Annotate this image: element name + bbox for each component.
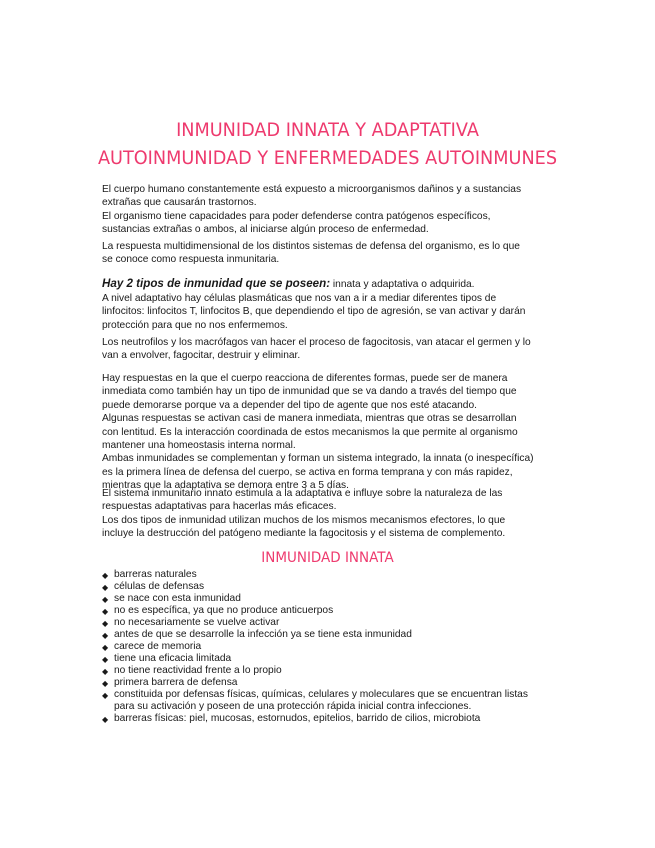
bullet-text: se nace con esta inmunidad	[114, 593, 241, 604]
diamond-bullet-icon: ◆	[102, 595, 109, 604]
system-paragraph	[102, 487, 562, 541]
list-item	[102, 665, 562, 677]
bullet-text: carece de memoria	[114, 641, 202, 652]
bullet-text: antes de que se desarrolle la infección ya se tiene esta inmunidad	[114, 629, 412, 640]
types-text: A nivel adaptativo hay células plasmáticas que nos van a ir a mediar diferentes tipos de linfocitos: linfocitos T, linfocitos B, que dependiendo el tipo de agresión, se van activar y darán protección para que no nos enfermemos.	[102, 293, 526, 331]
diamond-bullet-icon: ◆	[102, 583, 109, 592]
section-title-innata: INMUNIDAD INNATA	[261, 550, 394, 566]
diamond-bullet-icon: ◆	[102, 715, 109, 724]
neutrophils-text: Los neutrofilos y los macrófagos van hacer el proceso de fagocitosis, van atacar el germen y lo van a envolver, fagocitar, destruir y eliminar.	[102, 337, 531, 362]
diamond-bullet-icon: ◆	[102, 691, 109, 700]
diamond-bullet-icon: ◆	[102, 607, 109, 616]
innate-bullet-list	[102, 569, 562, 725]
diamond-bullet-icon: ◆	[102, 643, 109, 652]
types-paragraph	[102, 277, 562, 332]
diamond-bullet-icon: ◆	[102, 679, 109, 688]
list-item	[102, 617, 562, 629]
bullet-text: tiene una eficacia limitada	[114, 653, 232, 664]
responses-text: Hay respuestas en la que el cuerpo reacciona de diferentes formas, puede ser de manera inmediata como también hay un tipo de inmunidad que se va dando a través del tiempo que puede demorarse porque va a depender del tipo de agente que nos esté atacando. Algunas respuestas se activan casi de manera inmediata, mientras que otras se desarrollan con lentitud. Es la interacción coordinada de estos mecanismos la que permite al organismo mantener una homeostasis interna normal. Ambas inmunidades se complementan y forman un sistema integrado, la innata (o inespecífica) es la primera línea de defensa del cuerpo, se activa en forma temprana y con más rapidez, mientras que la adaptativa se demora entre 3 a 5 días.	[102, 373, 534, 492]
list-item	[102, 689, 562, 713]
list-item	[102, 593, 562, 605]
diamond-bullet-icon: ◆	[102, 667, 109, 676]
responses-paragraph	[102, 372, 562, 493]
diamond-bullet-icon: ◆	[102, 655, 109, 664]
list-item	[102, 653, 562, 665]
list-item	[102, 581, 562, 593]
bullet-text: no necesariamente se vuelve activar	[114, 617, 280, 628]
bullet-text: barreras físicas: piel, mucosas, estornudos, epitelios, barrido de cilios, microbiota	[114, 713, 481, 724]
intro-paragraph	[102, 183, 562, 237]
bullet-text: células de defensas	[114, 581, 205, 592]
system-text: El sistema inmunitario innato estimula a la adaptativa e influye sobre la naturaleza de las respuestas adaptativas para hacerlas más eficaces. Los dos tipos de inmunidad utilizan muchos de los mismos mecanismos efectores, lo que incluye la destrucción del patógeno mediante la fagocitosis y el sistema de complemento.	[102, 488, 506, 540]
diamond-bullet-icon: ◆	[102, 631, 109, 640]
diamond-bullet-icon: ◆	[102, 619, 109, 628]
list-item	[102, 569, 562, 581]
bullet-text: no tiene reactividad frente a lo propio	[114, 665, 282, 676]
document-title-line-1: INMUNIDAD INNATA Y ADAPTATIVA	[176, 119, 479, 141]
document-title-line-2: AUTOINMUNIDAD Y ENFERMEDADES AUTOINMUNES	[97, 147, 558, 169]
list-item	[102, 677, 562, 689]
intro-text-1: El cuerpo humano constantemente está expuesto a microorganismos dañinos y a sustancias extrañas que causarán trastornos. El organismo tiene capacidades para poder defenderse contra patógenos específicos, sustancias extrañas o ambos, al iniciarse algún proceso de enfermedad.	[102, 184, 522, 236]
list-item	[102, 641, 562, 653]
list-item	[102, 605, 562, 617]
intro-text-2: La respuesta multidimensional de los distintos sistemas de defensa del organismo, es lo que se conoce como respuesta inmunitaria.	[102, 241, 520, 266]
bullet-text: primera barrera de defensa	[114, 677, 238, 688]
bullet-text: no es específica, ya que no produce anticuerpos	[114, 605, 334, 616]
diamond-bullet-icon: ◆	[102, 571, 109, 580]
neutrophils-paragraph	[102, 336, 562, 363]
response-paragraph	[102, 240, 562, 267]
types-lead: Hay 2 tipos de inmunidad que se poseen:	[102, 277, 331, 290]
types-heading-line	[102, 277, 562, 292]
types-lead-rest: innata y adaptativa o adquirida.	[330, 279, 475, 290]
list-item	[102, 713, 562, 725]
list-item	[102, 629, 562, 641]
bullet-text: constituida por defensas físicas, químicas, celulares y moleculares que se encuentran listas para su activación y poseen de una protección rápida inicial contra infecciones.	[114, 689, 528, 712]
bullet-text: barreras naturales	[114, 569, 197, 580]
